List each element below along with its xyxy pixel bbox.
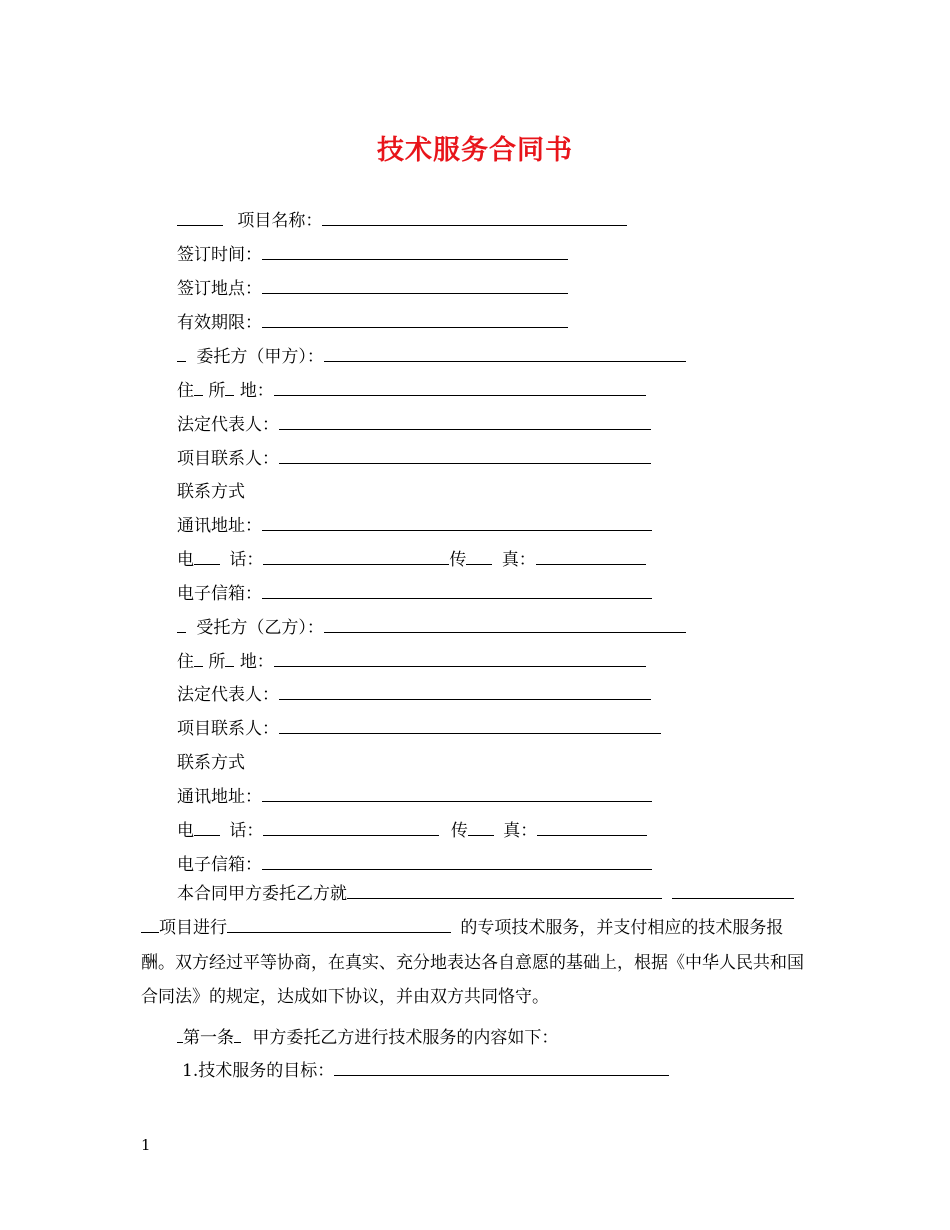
sign-time-label: 签订时间： [177,245,262,265]
blank-line [468,819,494,836]
party-a-contact-method-row [177,480,245,504]
party-a-email-blank [262,582,652,599]
article-label: 第一条 [183,1028,234,1048]
intro-text: 的专项技术服务，并支付相应的技术服务报酬。双方经过平等协商，在真实、充分地表达各自意愿的基础上，根据《中华人民共和国合同法》的规定，达成如下协议，并由双方共同恪守。 [141,918,804,1007]
fax-label: 真： [503,821,538,841]
service-goal-blank [334,1059,669,1076]
party-a-address-blank [274,379,646,396]
project-name-label: 项目名称： [237,211,323,231]
party-b-email-row [177,853,652,877]
article-text: 甲方委托乙方进行技术服务的内容如下： [252,1028,559,1048]
party-b-contact-person-blank [279,717,661,734]
party-a-legal-rep-blank [279,413,651,430]
page-number: 1 [141,1136,151,1154]
party-b-fax-blank [537,819,647,836]
project-name-row [177,209,627,233]
party-b-legal-rep-blank [279,683,651,700]
party-a-address-row [177,379,646,403]
fax-label: 传 [450,821,468,841]
party-b-heading: 受托方（乙方）： [196,618,324,638]
party-b-address-blank [274,650,646,667]
item-1-row [182,1059,669,1083]
party-a-heading-row [177,345,686,369]
intro-text: 项目进行 [159,918,227,938]
party-a-phone-fax-row [177,548,646,572]
party-b-phone-blank [263,819,439,836]
fax-label: 真： [501,550,536,570]
party-a-name-blank [324,345,686,362]
project-scope-blank [347,882,662,899]
contact-person-label: 项目联系人： [177,449,279,469]
blank-line [194,548,220,565]
article-1-row [177,1026,558,1050]
party-a-phone-blank [263,548,449,565]
address-label: 地： [239,652,274,672]
address-label: 住 [177,652,194,672]
project-name-blank [322,209,627,226]
fax-label: 传 [449,550,467,570]
intro-text: 本合同甲方委托乙方就 [177,884,347,904]
blank-line [194,819,220,836]
email-label: 电子信箱： [177,584,262,604]
phone-label: 话： [229,550,264,570]
legal-rep-label: 法定代表人： [177,415,279,435]
valid-period-row [177,311,568,335]
valid-period-blank [262,311,568,328]
party-a-mail-address-row [177,514,652,538]
party-a-heading: 委托方（甲方）： [196,347,324,367]
valid-period-label: 有效期限： [177,313,262,333]
intro-line-1 [177,882,794,906]
page-title: 技术服务合同书 [377,135,573,166]
address-label: 所 [208,381,226,401]
blank-line [234,1026,241,1043]
party-b-heading-row [177,616,686,640]
address-label: 住 [177,381,194,401]
legal-rep-label: 法定代表人： [177,685,279,705]
intro-paragraph [141,911,813,1015]
sign-time-row [177,243,568,267]
contact-method-label: 联系方式 [177,482,245,502]
party-b-address-row [177,650,646,674]
phone-label: 电 [177,821,194,841]
blank-line [225,650,234,667]
party-b-phone-fax-row [177,819,647,843]
project-name-blank [227,916,451,933]
party-b-contact-person-row [177,717,661,741]
blank-line [177,345,186,362]
party-b-contact-method-row [177,751,245,775]
address-label: 所 [208,652,226,672]
party-a-mail-address-blank [262,514,652,531]
blank-line [466,548,492,565]
sign-place-blank [262,277,568,294]
party-b-name-blank [324,616,686,633]
blank-line [194,379,203,396]
mail-address-label: 通讯地址： [177,516,262,536]
blank-line [177,209,223,226]
blank-line [141,916,159,933]
party-b-mail-address-row [177,785,652,809]
party-b-legal-rep-row [177,683,651,707]
sign-place-row [177,277,568,301]
sign-time-blank [262,243,568,260]
phone-label: 话： [229,821,264,841]
blank-line [177,616,186,633]
blank-line [225,379,234,396]
blank-line [194,650,203,667]
contact-person-label: 项目联系人： [177,719,279,739]
party-a-email-row [177,582,652,606]
address-label: 地： [239,381,274,401]
mail-address-label: 通讯地址： [177,787,262,807]
project-scope-blank [672,882,794,899]
party-a-contact-person-row [177,447,651,471]
sign-place-label: 签订地点： [177,279,262,299]
contact-method-label: 联系方式 [177,753,245,773]
party-a-legal-rep-row [177,413,651,437]
item-label: 1.技术服务的目标： [182,1061,335,1081]
party-b-email-blank [262,853,652,870]
email-label: 电子信箱： [177,855,262,875]
party-a-contact-person-blank [279,447,651,464]
party-a-fax-blank [536,548,646,565]
party-b-mail-address-blank [262,785,652,802]
phone-label: 电 [177,550,194,570]
